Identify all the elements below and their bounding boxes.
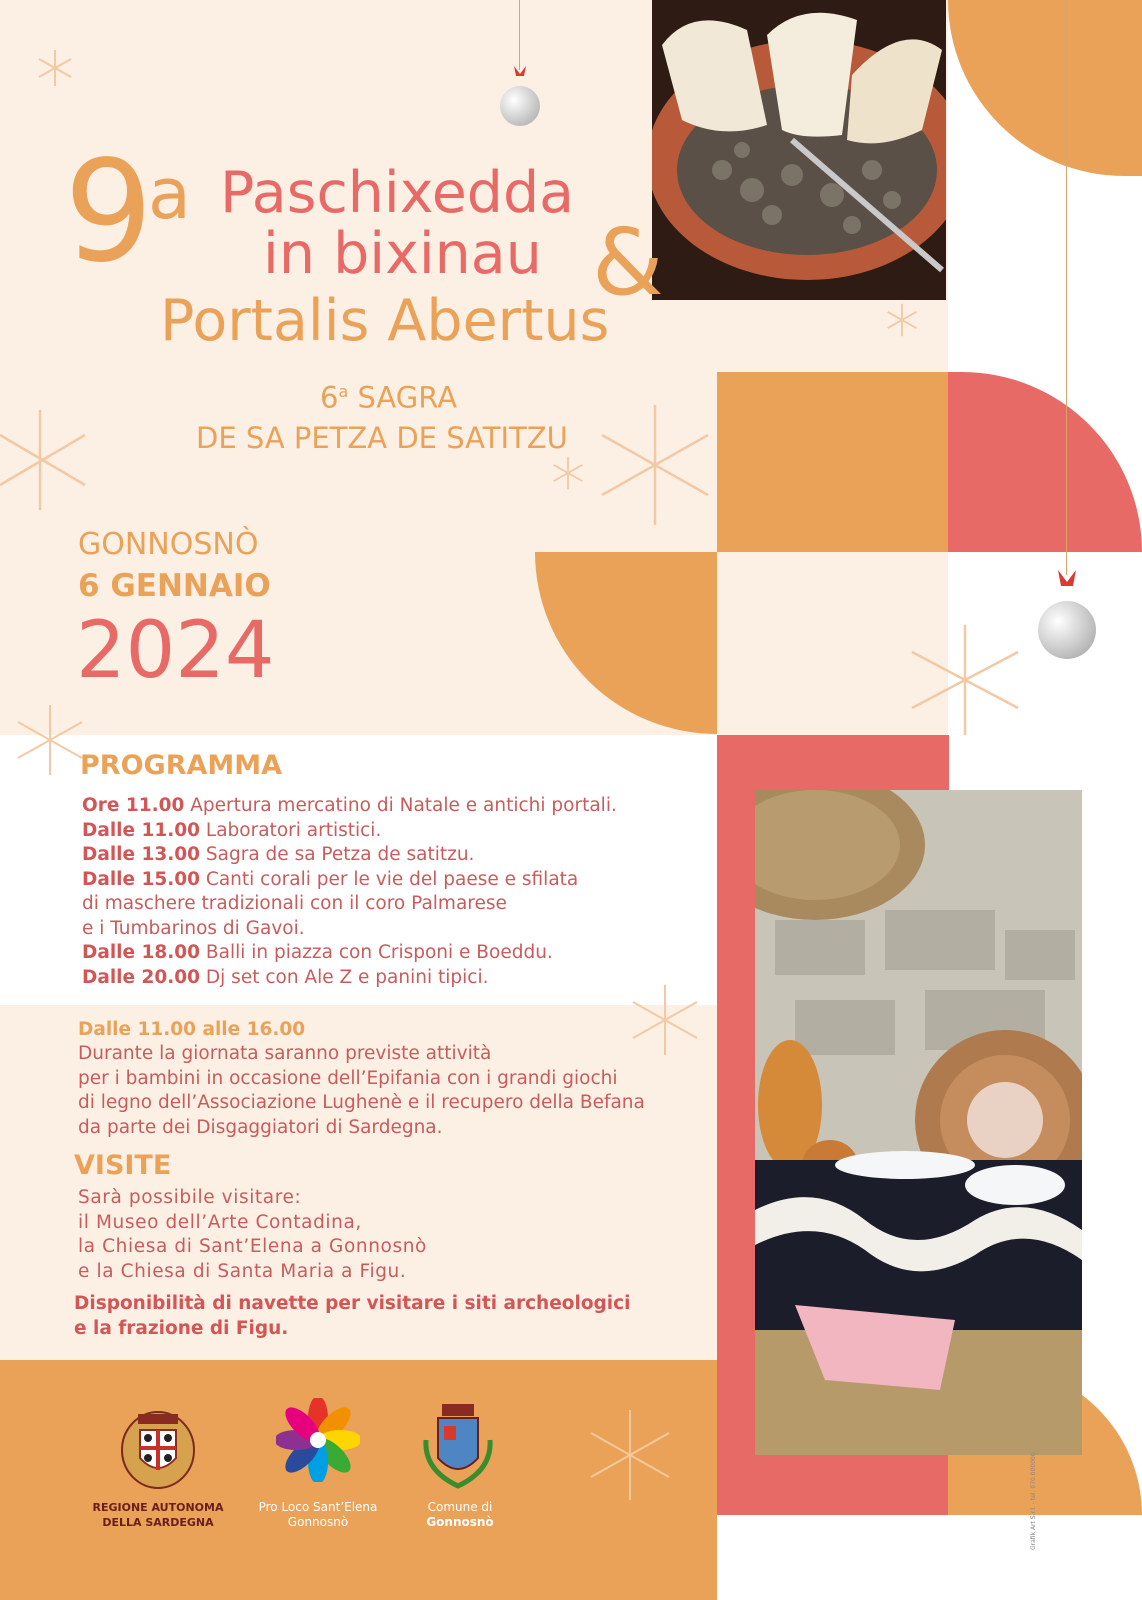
snowflake-icon: [0, 405, 100, 515]
snowflake-icon: [35, 48, 75, 88]
event-place: GONNOSNÒ: [78, 527, 259, 562]
logo-caption-comune: [380, 1500, 540, 1530]
logo-caption-line: Comune di: [427, 1500, 493, 1514]
sagra-suffix: a: [338, 382, 349, 401]
programma-line: [82, 869, 578, 890]
programma-text: Laboratori artistici.: [200, 819, 382, 841]
bambini-line: per i bambini in occasione dell’Epifania con i grandi giochi: [78, 1067, 618, 1089]
logo-caption-line: REGIONE AUTONOMA: [92, 1501, 224, 1514]
ornament-string: [519, 0, 520, 70]
visite-line: il Museo dell’Arte Contadina,: [78, 1211, 362, 1233]
snowflake-icon: [585, 1405, 675, 1505]
christmas-bauble-icon: [498, 62, 542, 128]
edition-number: 9: [64, 131, 150, 294]
programma-text: Sagra de sa Petza de satitzu.: [200, 844, 475, 865]
programma-text: di maschere tradizionali con il coro Palmarese: [82, 893, 507, 914]
snowflake-icon: [884, 302, 920, 338]
sardinia-coat-of-arms-icon: [118, 1400, 198, 1490]
snowflake-icon: [625, 980, 705, 1060]
snowflake-icon: [10, 700, 90, 780]
programma-text: e i Tumbarinos di Gavoi.: [82, 917, 305, 939]
pro-loco-flower-icon: [276, 1398, 360, 1482]
title-line-1: Paschixedda: [220, 160, 575, 226]
tradition-photo: [755, 790, 1082, 1455]
programma-text: Apertura mercatino di Natale e antichi portali.: [184, 795, 617, 816]
visite-line: Sarà possibile visitare:: [78, 1187, 302, 1208]
snowflake-icon: [900, 620, 1030, 740]
programma-time: Dalle 20.00: [82, 966, 201, 988]
title-ampersand: &: [592, 209, 664, 316]
logo-caption-line: Pro Loco Sant’Elena: [258, 1500, 378, 1514]
programma-text: Canti corali per le vie del paese e sfilata: [200, 868, 579, 890]
programma-line: [82, 820, 381, 841]
white-program-side: [717, 1515, 949, 1600]
programma-line: [82, 942, 553, 963]
food-photo-top: [652, 0, 946, 300]
orange-half-circle: [535, 552, 717, 734]
programma-time: Dalle 15.00: [82, 868, 201, 890]
visite-heading: VISITE: [74, 1150, 172, 1181]
programma-line: [82, 844, 474, 865]
programma-time: Ore 11.00: [82, 795, 185, 816]
programma-text: Dj set con Ale Z e panini tipici.: [200, 966, 489, 988]
visite-line: la Chiesa di Sant’Elena a Gonnosnò: [78, 1236, 427, 1257]
programma-heading: PROGRAMMA: [80, 750, 283, 781]
logo-caption-line: DELLA SARDEGNA: [102, 1516, 214, 1529]
programma-time: Dalle 13.00: [82, 844, 201, 865]
event-year: 2024: [76, 606, 275, 696]
print-credit: Grafik Art S.r.l. - tel. 070.000000: [1030, 1452, 1037, 1550]
logo-caption-line: Gonnosnò: [287, 1515, 349, 1529]
programma-text: Balli in piazza con Crisponi e Boeddu.: [200, 942, 553, 963]
programma-line: [82, 918, 305, 939]
orange-square-block: [717, 372, 948, 552]
visite-line: e la Chiesa di Santa Maria a Figu.: [78, 1260, 407, 1282]
sagra-line: [320, 372, 457, 418]
programma-line: [82, 967, 488, 988]
logo-caption-line: Gonnosnò: [426, 1515, 494, 1529]
programma-line: [82, 893, 507, 914]
logo-caption-regione: [78, 1500, 238, 1530]
snowflake-icon: [550, 455, 586, 491]
navette-line: Disponibilità di navette per visitare i siti archeologici: [74, 1293, 631, 1314]
bambini-line: Durante la giornata saranno previste attività: [78, 1043, 492, 1064]
programma-line: [82, 795, 617, 816]
programma-time: Dalle 18.00: [82, 942, 201, 963]
ornament-string: [1066, 0, 1067, 575]
bambini-line: di legno dell’Associazione Lughenè e il recupero della Befana: [78, 1092, 645, 1113]
sagra-name: DE SA PETZA DE SATITZU: [196, 421, 568, 455]
title-line-2: in bixinau: [263, 221, 542, 287]
snowflake-icon: [590, 400, 720, 530]
christmas-bauble-icon: [1036, 566, 1098, 662]
event-date: 6 GENNAIO: [78, 568, 271, 604]
sagra-number: 6: [320, 380, 339, 415]
sagra-word: SAGRA: [357, 380, 458, 415]
bambini-time: Dalle 11.00 alle 16.00: [78, 1019, 306, 1040]
programma-time: Dalle 11.00: [82, 819, 201, 841]
edition-suffix: a: [148, 153, 191, 235]
bambini-line: da parte dei Disgaggiatori di Sardegna.: [78, 1116, 443, 1138]
logo-caption-proloco: [238, 1500, 398, 1530]
navette-line: e la frazione di Figu.: [74, 1317, 289, 1339]
title-line-3: Portalis Abertus: [160, 288, 610, 354]
comune-shield-icon: [420, 1400, 496, 1494]
